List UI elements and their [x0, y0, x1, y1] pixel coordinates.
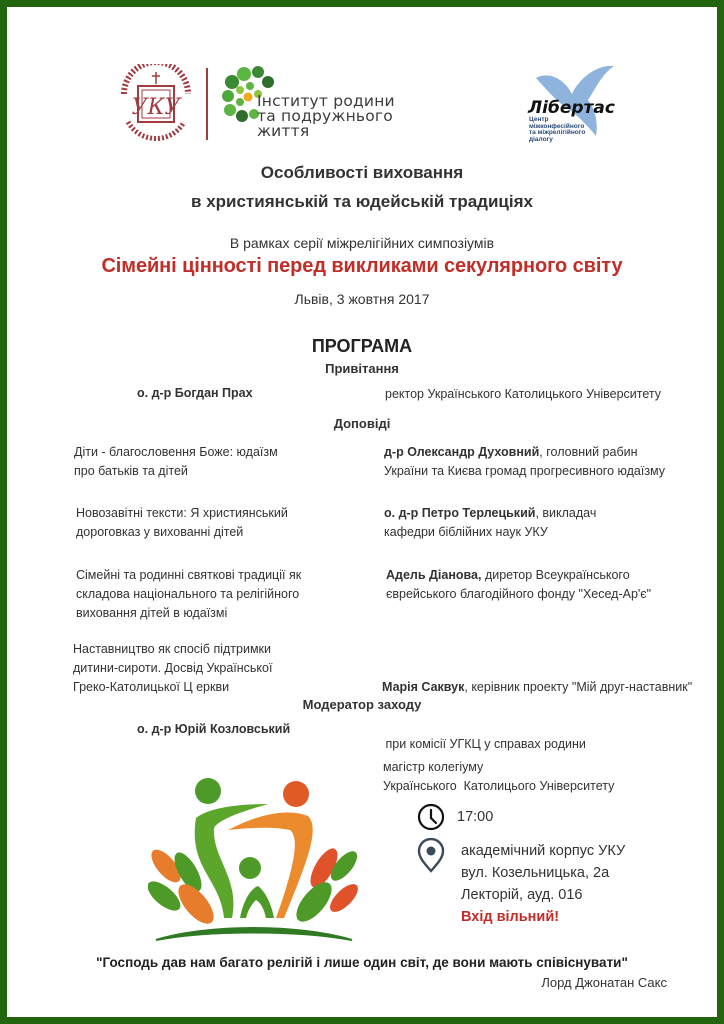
- moderator-heading: Модератор заходу: [302, 697, 422, 712]
- talk-2-speaker: о. д-р Петро Терлецький, викладач кафедри біблійних наук УКУ: [384, 506, 597, 539]
- uku-monogram: УКУ: [131, 95, 181, 120]
- institute-line-3: життя: [257, 122, 310, 140]
- series-intro: В рамках серії міжрелігійних симпозіумів: [229, 235, 495, 251]
- talk-1-topic: Діти - благословення Боже: юдаїзм про батьків та дітей: [74, 445, 278, 478]
- series-title: Сімейні цінності перед викликами секулярного світу: [101, 255, 623, 277]
- greeting-speaker: о. д-р Богдан Прах: [137, 386, 253, 400]
- speaker-name: Адель Діанова,: [386, 568, 482, 582]
- location-line-2: вул. Козельницька, 2а: [461, 865, 610, 881]
- greeting-heading: Привітання: [325, 361, 399, 376]
- institute-logo-text: [257, 94, 395, 139]
- talk-3-speaker: Адель Діанова, диретор Всеукраїнського єврейського благодійного фонду "Хесед-Ар'є": [386, 568, 652, 601]
- talk-2-topic: Новозавітні тексти: Я християнський дороговказ у вихованні дітей: [76, 506, 288, 539]
- quote-text: "Господь дав нам багато релігій і лише один світ, де вони мають співіснувати": [96, 955, 628, 970]
- location-line-1: академічний корпус УКУ: [461, 843, 626, 859]
- title-line-2: в християнській та юдейській традиціях: [191, 192, 533, 211]
- libertas-subtitle: Центр міжконфесійного та міжрелігійного діалогу: [529, 116, 586, 143]
- free-entry-note: Вхід вільний!: [461, 909, 560, 925]
- place-date: Львів, 3 жовтня 2017: [294, 291, 430, 307]
- speaker-name: Марія Саквук: [382, 680, 465, 694]
- uku-logo: [114, 64, 198, 142]
- event-title: [0, 158, 724, 216]
- talk-4-topic: Наставництво як спосіб підтримки дитини-сироти. Досвід Української Греко-Католицької Ц еркви: [73, 642, 273, 694]
- quote-author: Лорд Джонатан Сакс: [541, 975, 667, 990]
- talk-1-speaker: д-р Олександр Духовний, головний рабин України та Києва громад прогресивного юдаїзму: [384, 445, 666, 478]
- clock-icon: [417, 803, 445, 831]
- moderator-role: магістр колегіуму Українського Католицього Університету: [383, 760, 615, 793]
- location-line-3: Лекторій, ауд. 016: [461, 887, 583, 903]
- title-line-1: Особливості виховання: [260, 163, 464, 182]
- talk-4-speaker: Марія Саквук, керівник проекту "Мій друг-наставник" при комісії УГКЦ у справах родини: [382, 680, 693, 751]
- greeting-role: ректор Українського Католицького Університету: [385, 387, 662, 401]
- talk-3-topic: Сімейні та родинні святкові традиції як складова національного та релігійного виховання дітей в юдаїзмі: [76, 568, 302, 620]
- moderator-name: о. д-р Юрій Козловський: [137, 722, 291, 736]
- libertas-name: Лібертас: [528, 98, 615, 118]
- talks-heading: Доповіді: [333, 416, 391, 431]
- institute-line-1: Інститут родини: [257, 92, 395, 110]
- speaker-name: о. д-р Петро Терлецький: [384, 506, 536, 520]
- program-heading: ПРОГРАМА: [311, 336, 413, 356]
- map-pin-icon: [417, 838, 445, 874]
- institute-line-2: та подружнього: [257, 107, 393, 125]
- event-location: [461, 840, 625, 928]
- logo-divider: [206, 68, 208, 140]
- event-time: 17:00: [457, 809, 494, 825]
- speaker-name: д-р Олександр Духовний: [384, 445, 540, 459]
- family-leaves-illustration: [148, 768, 360, 946]
